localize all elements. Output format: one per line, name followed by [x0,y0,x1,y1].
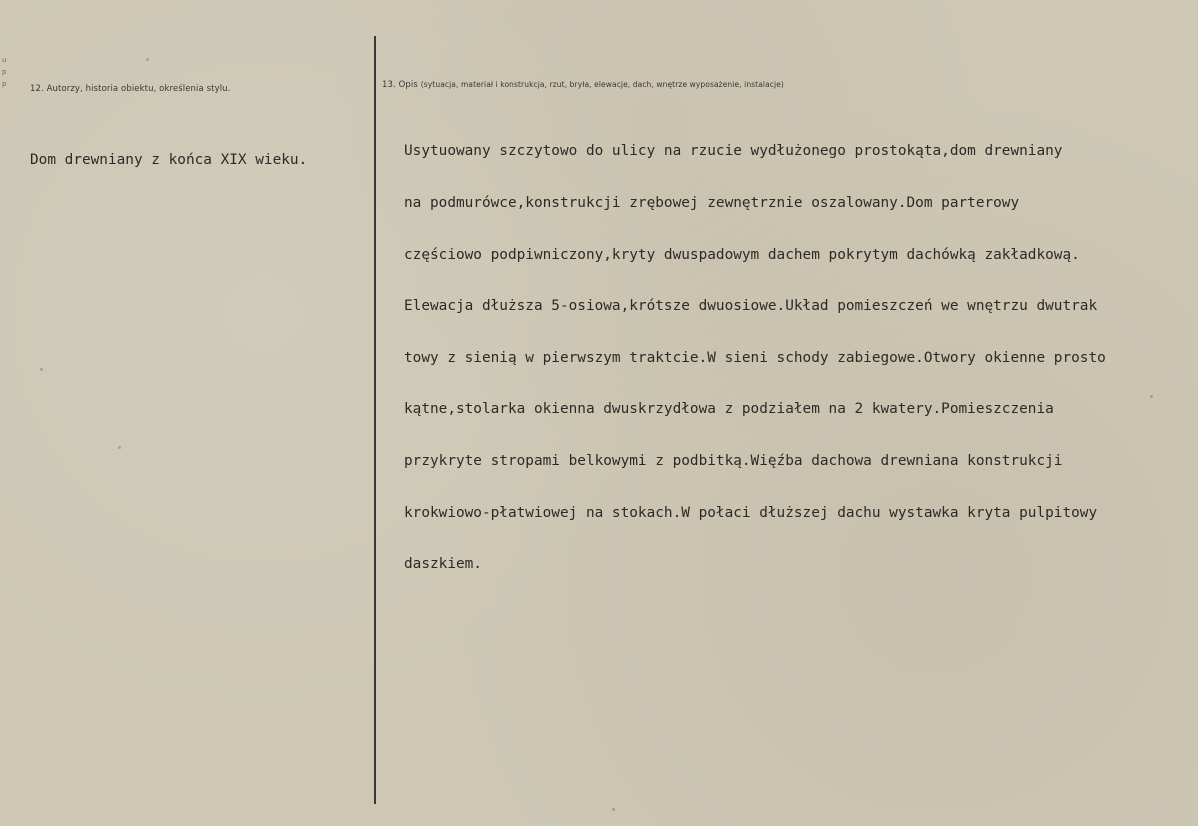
field-13-title: Opis [398,80,418,90]
paper-speck [612,808,615,811]
field-13-line: częściowo podpiwniczony,kryty dwuspadowym dachem pokrytym dachówką zakładkową. [404,246,1080,263]
field-13-line: Elewacja dłuższa 5-osiowa,krótsze dwuosiowe.Układ pomieszczeń we wnętrzu dwutrak [404,298,1098,315]
paper-speck [770,456,773,459]
field-13-line: Usytuowany szczytowo do ulicy na rzucie wydłużonego prostokąta,dom drewniany [404,143,1063,160]
paper-speck [1150,395,1153,398]
field-13-subtitle: (sytuacja, materiał i konstrukcja, rzut, bryła, elewacje, dach, wnętrze wyposażenie, instalacje) [420,80,784,89]
paper-speck [118,446,121,449]
field-13-line: towy z sienią w pierwszym traktcie.W sieni schody zabiegowe.Otwory okienne prosto [404,349,1106,366]
edge-mark: u [2,56,7,64]
field-12-title: Autorzy, historia obiektu, określenia stylu. [46,84,231,94]
field-12-content [30,118,307,204]
left-edge-marks [2,54,8,90]
edge-mark: p [2,68,7,76]
field-13-number: 13. [382,80,396,90]
field-12-label [30,84,230,94]
paper-speck [146,58,149,61]
field-12-line: Dom drewniany z końca XIX wieku. [30,152,308,169]
field-13-line: na podmurówce,konstrukcji zrębowej zewnętrznie oszalowany.Dom parterowy [404,195,1020,212]
field-13-line: przykryte stropami belkowymi z podbitką.Więźba dachowa drewniana konstrukcji [404,453,1063,470]
field-13-line: krokwiowo-płatwiowej na stokach.W połaci dłuższej dachu wystawka kryta pulpitowy [404,504,1098,521]
field-13-content [404,109,1106,608]
field-13-line: kątne,stolarka okienna dwuskrzydłowa z podziałem na 2 kwatery.Pomieszczenia [404,401,1054,418]
field-12-number: 12. [30,84,44,94]
column-divider [374,36,376,804]
field-13-line: daszkiem. [404,556,482,573]
paper-speck [40,368,43,371]
field-13-label [382,80,784,90]
edge-mark: p [2,80,7,88]
